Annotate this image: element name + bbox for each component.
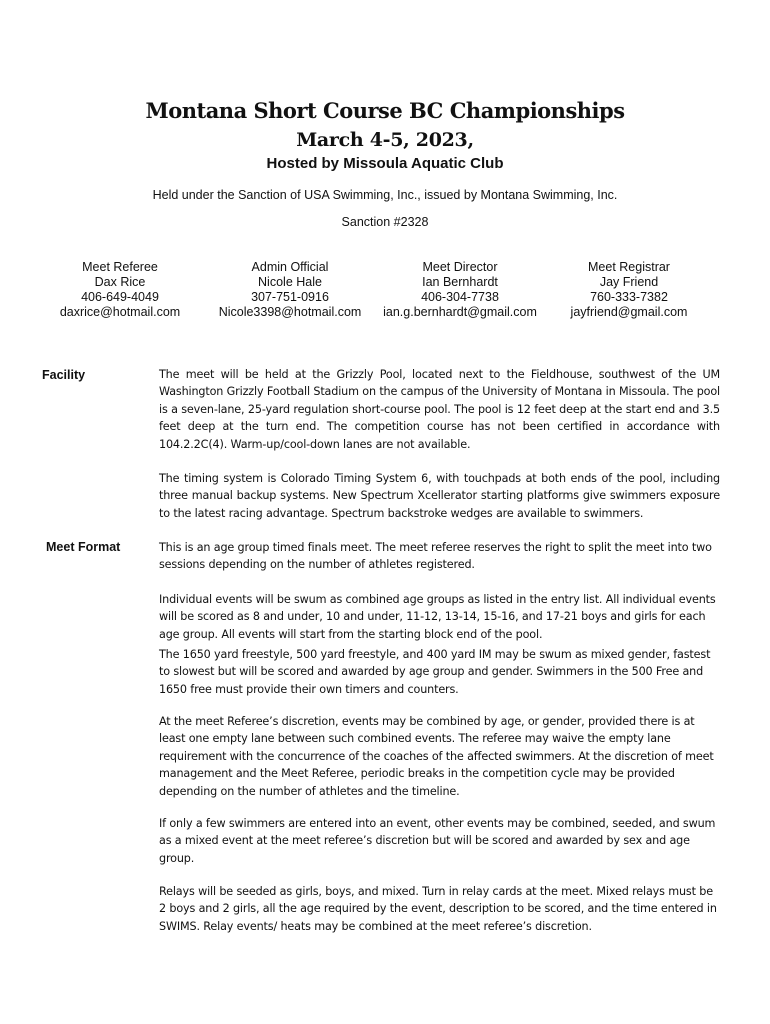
meet-format-paragraph: Individual events will be swum as combined age groups as listed in the entry list. All individual events will be scored as 8 and under, 10 and under, 11-12, 13-14, 15-16, and 17-21 boys and girls for each age group. All events will start from the starting block end of the pool. <box>159 593 716 641</box>
contact-admin-official <box>210 260 370 320</box>
meet-host: Hosted by Missoula Aquatic Club <box>266 155 504 172</box>
facility-section-label: Facility <box>42 368 86 382</box>
contact-email: ian.g.bernhardt@gmail.com <box>383 305 537 319</box>
contact-role: Meet Referee <box>82 260 158 274</box>
meet-format-paragraph: If only a few swimmers are entered into an event, other events may be combined, seeded, and swum as a mixed event at the meet referee’s discretion but will be scored and awarded by sex and age group. <box>159 817 716 865</box>
contact-name: Nicole Hale <box>258 275 322 289</box>
contact-email: jayfriend@gmail.com <box>570 305 688 319</box>
contact-role: Admin Official <box>251 260 329 274</box>
contact-role: Meet Registrar <box>588 260 670 274</box>
sanction-number: Sanction #2328 <box>341 215 429 229</box>
contact-meet-registrar <box>548 260 710 320</box>
meet-format-section-label: Meet Format <box>46 540 121 554</box>
contact-name: Jay Friend <box>599 275 659 289</box>
contact-phone: 406-649-4049 <box>81 290 159 304</box>
facility-paragraph: The timing system is Colorado Timing System 6, with touchpads at both ends of the pool, including three manual backup systems. New Spectrum Xcellerator starting platforms give swimmers exposure to the latest racing advantage. Spectrum backstroke wedges are available to swimmers. <box>159 472 720 520</box>
contact-phone: 406-304-7738 <box>421 290 499 304</box>
meet-title: Montana Short Course BC Championships <box>145 98 625 123</box>
meet-format-paragraph: At the meet Referee’s discretion, events may be combined by age, or gender, provided there is at least one empty lane between such combined events. The referee may waive the empty lane requirement with the concurrence of the coaches of the affected swimmers. At the discretion of meet management and the Meet Referee, periodic breaks in the competition cycle may be provided depending on the number of athletes and the timeline. <box>159 715 714 798</box>
contact-name: Ian Bernhardt <box>422 275 498 289</box>
contact-phone: 760-333-7382 <box>590 290 668 304</box>
contact-meet-referee <box>40 260 200 320</box>
meet-format-paragraph: Relays will be seeded as girls, boys, and mixed. Turn in relay cards at the meet. Mixed relays must be 2 boys and 2 girls, all the age required by the event, description to be scored, and the time entered in SWIMS. Relay events/ heats may be combined at the meet referee’s discretion. <box>159 885 717 933</box>
contact-role: Meet Director <box>422 260 498 274</box>
meet-dates: March 4-5, 2023, <box>296 129 474 151</box>
sanction-statement: Held under the Sanction of USA Swimming, Inc., issued by Montana Swimming, Inc. <box>152 188 618 202</box>
contact-meet-director <box>378 260 542 320</box>
contact-email: Nicole3398@hotmail.com <box>218 305 362 319</box>
facility-paragraph: The meet will be held at the Grizzly Pool, located next to the Fieldhouse, southwest of the UM Washington Grizzly Football Stadium on the campus of the University of Montana in Missoula. The pool is a seven-lane, 25-yard regulation short-course pool. The pool is 12 feet deep at the start end and 3.5 feet deep at the turn end. The competition course has not been certified in accordance with 104.2.2C(4). Warm-up/cool-down lanes are not available. <box>159 368 720 451</box>
contact-email: daxrice@hotmail.com <box>59 305 181 319</box>
meet-format-paragraph: The 1650 yard freestyle, 500 yard freestyle, and 400 yard IM may be swum as mixed gender, fastest to slowest but will be scored and awarded by age group and gender. Swimmers in the 500 Free and 1650 free must provide their own timers and counters. <box>159 648 711 696</box>
contact-phone: 307-751-0916 <box>251 290 329 304</box>
meet-format-paragraph: This is an age group timed finals meet. The meet referee reserves the right to split the meet into two sessions depending on the number of athletes registered. <box>159 541 712 572</box>
contact-name: Dax Rice <box>94 275 146 289</box>
